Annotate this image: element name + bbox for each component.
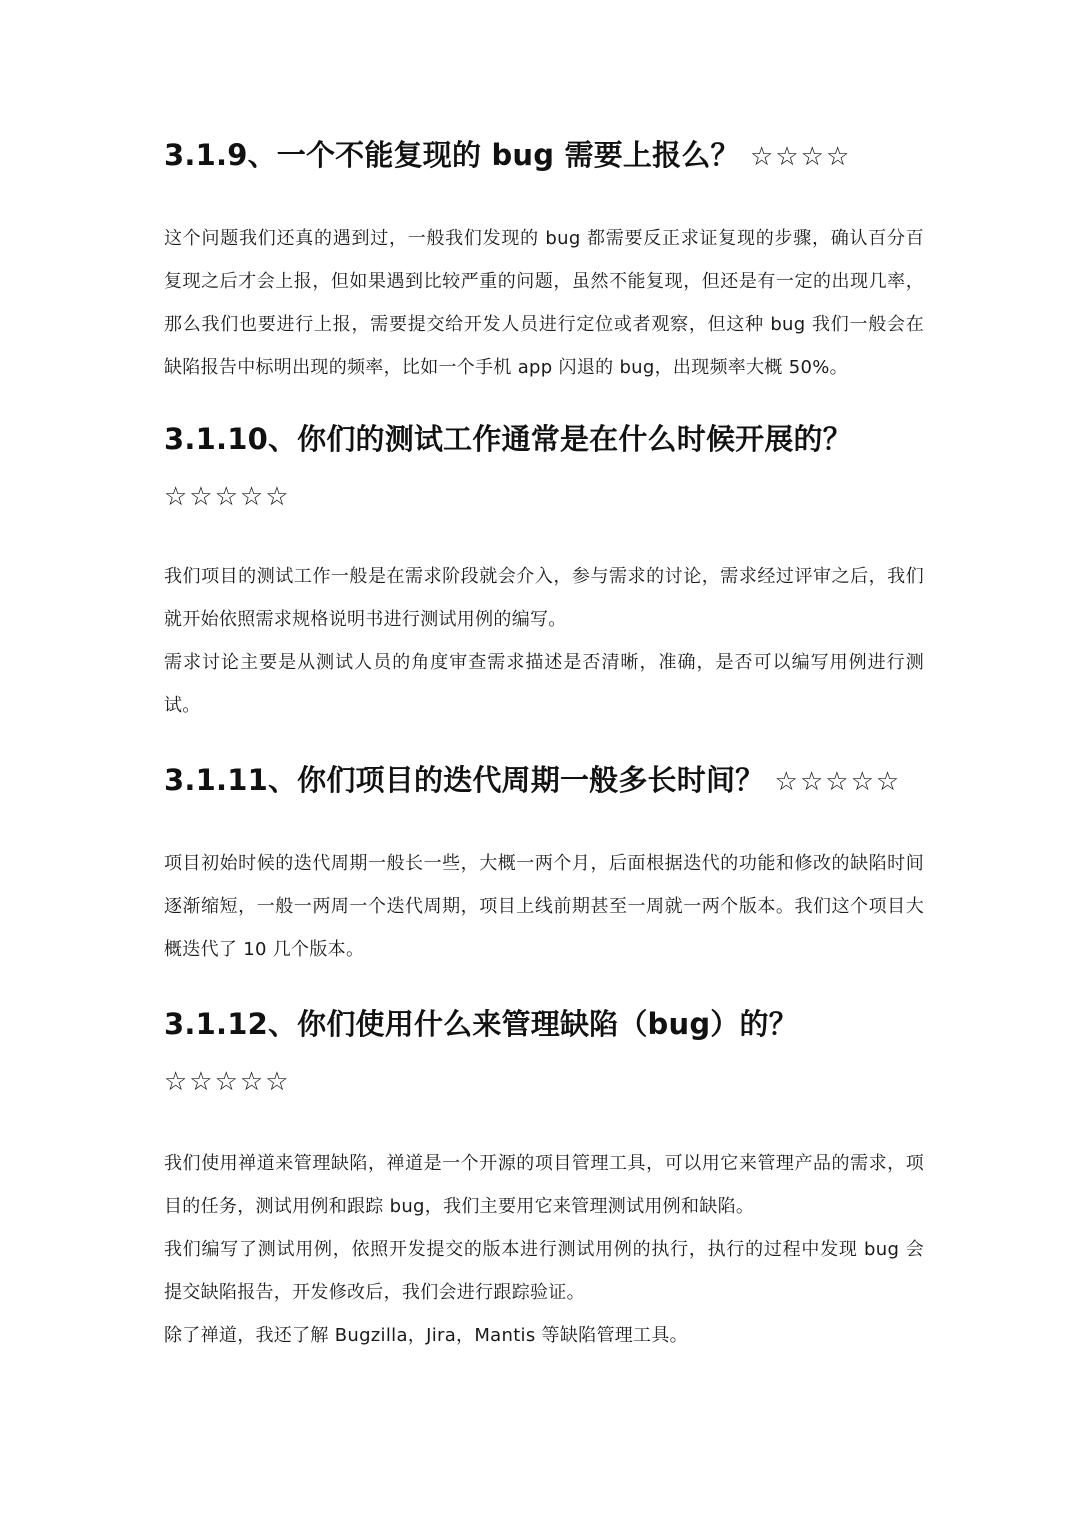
section-paragraph: 需求讨论主要是从测试人员的角度审查需求描述是否清晰，准确，是否可以编写用例进行测试。 bbox=[164, 652, 924, 716]
section-heading-text: 3.1.11、你们项目的迭代周期一般多长时间？ bbox=[164, 763, 765, 797]
document-content bbox=[164, 127, 924, 1357]
section-heading bbox=[164, 127, 924, 185]
section-heading-text: 3.1.12、你们使用什么来管理缺陷（bug）的？ bbox=[164, 1007, 798, 1041]
section-3-1-11 bbox=[164, 752, 924, 971]
rating-stars: ☆☆☆☆ bbox=[750, 142, 852, 172]
rating-stars: ☆☆☆☆☆ bbox=[164, 482, 291, 512]
section-heading bbox=[164, 752, 924, 810]
section-paragraph: 我们编写了测试用例，依照开发提交的版本进行测试用例的执行，执行的过程中发现 bug 会提交缺陷报告，开发修改后，我们会进行跟踪验证。 bbox=[164, 1239, 924, 1303]
rating-stars: ☆☆☆☆☆ bbox=[164, 1067, 291, 1097]
section-3-1-10 bbox=[164, 411, 924, 727]
rating-stars: ☆☆☆☆☆ bbox=[774, 767, 902, 797]
section-3-1-9 bbox=[164, 127, 924, 389]
section-paragraph: 我们项目的测试工作一般是在需求阶段就会介入，参与需求的讨论，需求经过评审之后，我们就开始依照需求规格说明书进行测试用例的编写。 bbox=[164, 566, 924, 630]
section-heading bbox=[164, 996, 924, 1110]
section-paragraph: 我们使用禅道来管理缺陷，禅道是一个开源的项目管理工具，可以用它来管理产品的需求，项目的任务，测试用例和跟踪 bug，我们主要用它来管理测试用例和缺陷。 bbox=[164, 1153, 924, 1217]
section-paragraph: 这个问题我们还真的遇到过，一般我们发现的 bug 都需要反正求证复现的步骤，确认百分百复现之后才会上报，但如果遇到比较严重的问题，虽然不能复现，但还是有一定的出现几率，那么我们也要进行上报，需要提交给开发人员进行定位或者观察，但这种 bug 我们一般会在缺陷报告中标明出现的频率，比如一个手机 app 闪退的 bug，出现频率大概 50%。 bbox=[164, 228, 924, 378]
section-paragraph: 除了禅道，我还了解 Bugzilla，Jira，Mantis 等缺陷管理工具。 bbox=[164, 1325, 688, 1346]
section-paragraph: 项目初始时候的迭代周期一般长一些，大概一两个月，后面根据迭代的功能和修改的缺陷时间逐渐缩短，一般一两周一个迭代周期，项目上线前期甚至一周就一两个版本。我们这个项目大概迭代了 10 几个版本。 bbox=[164, 853, 924, 960]
section-heading bbox=[164, 411, 924, 525]
section-heading-text: 3.1.9、一个不能复现的 bug 需要上报么？ bbox=[164, 138, 740, 172]
section-heading-text: 3.1.10、你们的测试工作通常是在什么时候开展的？ bbox=[164, 422, 852, 456]
section-3-1-12 bbox=[164, 996, 924, 1357]
